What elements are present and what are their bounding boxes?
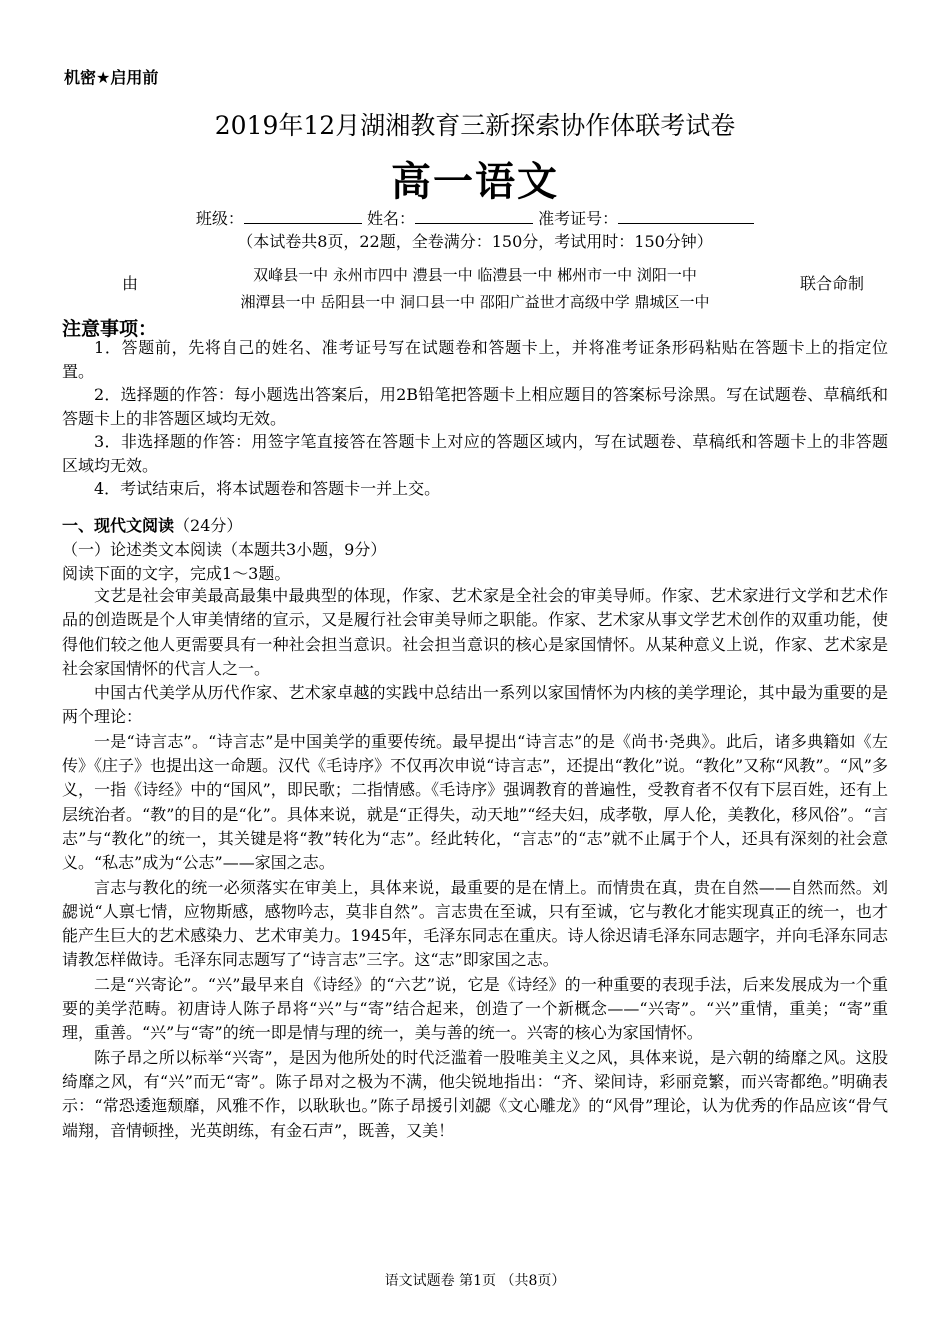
passage-paragraph: 文艺是社会审美最高最集中最典型的体现，作家、艺术家是全社会的审美导师。作家、艺术家进行文学和艺术作品的创造既是个人审美情绪的宣示，又是履行社会审美导师之职能。作家、艺术家从事文学艺术创作的双重功能，使得他们较之他人更需要具有一种社会担当意识。社会担当意识的核心是家国情怀。从某种意义上说，作家、艺术家是社会家国情怀的代言人之一。 (62, 586, 888, 678)
passage-paragraph: 陈子昂之所以标举“兴寄”，是因为他所处的时代泛滥着一股唯美主义之风，具体来说，是六朝的绮靡之风。这股绮靡之风，有“兴”而无“寄”。陈子昂对之极为不满，他尖锐地指出：“齐、梁间诗，彩丽竞繁，而兴寄都绝。”明确表示：“常恐逶迤颓靡，风雅不作，以耿耿也。”陈子昂援引刘勰《文心雕龙》的“风骨”理论，认为优秀的作品应该“骨气端翔，音情顿挫，光英朗练，有金石声”，既善，又美！ (62, 1047, 888, 1140)
reading-instruction: 阅读下面的文字，完成1～3题。 (62, 564, 291, 583)
id-blank (618, 209, 754, 224)
section-score: （24分） (174, 516, 243, 535)
section-heading (62, 513, 242, 536)
name-blank (415, 209, 533, 224)
exam-note: （本试卷共8页，22题，全卷满分：150分，考试用时：150分钟） (237, 232, 713, 251)
passage-paragraph: 言志与教化的统一必须落实在审美上，具体来说，最重要的是在情上。而情贵在真，贵在自然——自然而然。刘勰说“人禀七情，应物斯感，感物吟志，莫非自然”。言志贵在至诚，只有至诚，它与教化才能实现真正的统一，也才能产生巨大的艺术感染力、艺术审美力。1945年，毛泽东同志在重庆。诗人徐迟请毛泽东同志题字，并向毛泽东同志请教怎样做诗。毛泽东同志题写了“诗言志”三字。这“志”即家国之志。 (62, 877, 888, 970)
class-label: 班级： (195, 209, 244, 228)
reading-passage (62, 584, 888, 1143)
confidential-label: 机密★启用前 (64, 68, 159, 87)
notice-heading: 注意事项： (62, 318, 158, 340)
exam-title: 2019年12月湖湘教育三新探索协作体联考试卷 (214, 111, 736, 140)
passage-paragraph: 二是“兴寄论”。“兴”最早来自《诗经》的“六艺”说，它是《诗经》的一种重要的表现手法，后来发展成为一个重要的美学范畴。初唐诗人陈子昂将“兴”与“寄”结合起来，创造了一个新概念——“兴寄”。“兴”重情，重美；“寄”重理，重善。“兴”与“寄”的统一即是情与理的统一，美与善的统一。兴寄的核心为家国情怀。 (62, 974, 888, 1043)
student-info-line (0, 206, 950, 229)
notice-item: 4．考试结束后，将本试题卷和答题卡一并上交。 (94, 479, 441, 498)
notice-item: 1．答题前，先将自己的姓名、准考证号写在试题卷和答题卡上，并将准考证条形码粘贴在答题卡上的指定位置。 (62, 338, 888, 381)
name-label: 姓名： (366, 209, 415, 228)
passage-paragraph: 中国古代美学从历代作家、艺术家卓越的实践中总结出一系列以家国情怀为内核的美学理论，其中最为重要的是两个理论： (62, 683, 888, 727)
notice-item: 3．非选择题的作答：用签字笔直接答在答题卡上对应的答题区域内，写在试题卷、草稿纸和答题卡上的非答题区域均无效。 (62, 432, 888, 475)
authors-suffix: 联合命制 (800, 274, 865, 293)
authors-schools (150, 262, 800, 316)
id-label: 准考证号： (538, 209, 619, 228)
schools-line: 湘潭县一中 岳阳县一中 洞口县一中 邵阳广益世才高级中学 鼎城区一中 (240, 293, 710, 311)
authors-prefix: 由 (122, 274, 139, 293)
subject-title: 高一语文 (391, 159, 559, 205)
notice-item: 2．选择题的作答：每小题选出答案后，用2B铅笔把答题卡上相应题目的答案标号涂黑。写在试题卷、草稿纸和答题卡上的非答题区域均无效。 (62, 385, 888, 428)
page-footer: 语文试题卷 第1页 （共8页） (384, 1273, 566, 1289)
class-blank (244, 209, 362, 224)
notice-list (62, 336, 888, 501)
subsection-title: （一）论述类文本阅读（本题共3小题，9分） (62, 540, 387, 559)
passage-paragraph: 一是“诗言志”。“诗言志”是中国美学的重要传统。最早提出“诗言志”的是《尚书·尧典》。此后，诸多典籍如《左传》《庄子》也提出这一命题。汉代《毛诗序》不仅再次申说“诗言志”，还提出“教化”说。“教化”又称“风教”。“风”多义，一指《诗经》中的“国风”，即民歌；二指情感。《毛诗序》强调教育的普遍性，受教育者不仅有下层百姓，还有上层统治者。“教”的目的是“化”。具体来说，就是“正得失，动天地”“经夫妇，成孝敬，厚人伦，美教化，移风俗”。“言志”与“教化”的统一，其关键是将“教”转化为“志”。经此转化，“言志”的“志”就不止属于个人，还具有深刻的社会意义。“私志”成为“公志”——家国之志。 (62, 731, 888, 873)
section-title: 一、现代文阅读 (62, 516, 175, 535)
schools-line: 双峰县一中 永州市四中 澧县一中 临澧县一中 郴州市一中 浏阳一中 (253, 266, 697, 284)
